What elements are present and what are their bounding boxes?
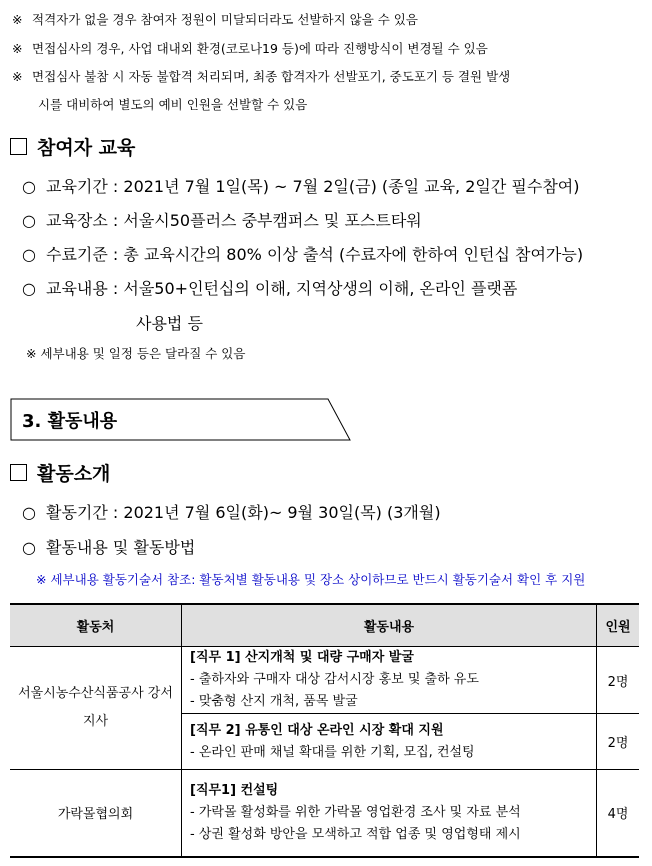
header-content: 활동내용 <box>182 604 597 647</box>
activity-table <box>10 603 639 858</box>
section-header: 3. 활동내용 <box>10 398 350 440</box>
checkbox-square-icon <box>10 464 27 481</box>
count-cell: 4명 <box>597 770 640 857</box>
education-item: ○ 수료기준 : 총 교육시간의 80% 이상 출석 (수료자에 한하여 인턴십 참여가능) <box>22 245 584 264</box>
education-item: ○ 교육기간 : 2021년 7월 1일(목) ~ 7월 2일(금) (종일 교육, 2일간 필수참여) <box>22 177 580 196</box>
activity-item: ○ 활동내용 및 활동방법 <box>22 538 196 557</box>
education-item-cont: 사용법 등 <box>136 314 203 333</box>
note-3: ※ 면접심사 불참 시 자동 불합격 처리되며, 최종 합격자가 선발포기, 중도포기 등 결원 발생 <box>12 69 511 84</box>
activity-note: ※ 세부내용 활동기술서 참조: 활동처별 활동내용 및 장소 상이하므로 반드시 활동기술서 확인 후 지원 <box>36 572 586 587</box>
job-cell: [직무 2] 유통인 대상 온라인 시장 확대 지원 - 온라인 판매 채널 확대를 위한 기획, 모집, 컨설팅 <box>182 714 597 770</box>
checkbox-square-icon <box>10 138 27 155</box>
header-count: 인원 <box>597 604 640 647</box>
education-item: ○ 교육내용 : 서울50+인턴십의 이해, 지역상생의 이해, 온라인 플랫폼 <box>22 279 518 298</box>
education-heading: 참여자 교육 <box>10 133 135 160</box>
count-cell: 2명 <box>597 647 640 714</box>
header-org: 활동처 <box>10 604 182 647</box>
job-cell: [직무 1] 산지개척 및 대량 구매자 발굴 - 출하자와 구매자 대상 감서시장 홍보 및 출하 유도 - 맞춤형 산지 개척, 품목 발굴 <box>182 647 597 714</box>
activity-item: ○ 활동기간 : 2021년 7월 6일(화)~ 9월 30일(목) (3개월) <box>22 503 441 522</box>
count-cell: 2명 <box>597 714 640 770</box>
education-note: ※ 세부내용 및 일정 등은 달라질 수 있음 <box>26 346 246 361</box>
org-cell: 서울시농수산식품공사 강서지사 <box>10 647 182 770</box>
activity-heading: 활동소개 <box>10 459 110 486</box>
note-3-cont: 시를 대비하여 별도의 예비 인원을 선발할 수 있음 <box>38 97 308 112</box>
education-item: ○ 교육장소 : 서울시50플러스 중부캠퍼스 및 포스트타워 <box>22 211 422 230</box>
note-1: ※ 적격자가 없을 경우 참여자 정원이 미달되더라도 선발하지 않을 수 있음 <box>12 12 418 27</box>
job-cell: [직무1] 컨설팅 - 가락몰 활성화를 위한 가락몰 영업환경 조사 및 자료 분석 - 상권 활성화 방안을 모색하고 적합 업종 및 영업형태 제시 <box>182 770 597 857</box>
org-cell: 가락몰협의회 <box>10 770 182 857</box>
note-2: ※ 면접심사의 경우, 사업 대내외 환경(코로나19 등)에 따라 진행방식이 변경될 수 있음 <box>12 41 488 56</box>
